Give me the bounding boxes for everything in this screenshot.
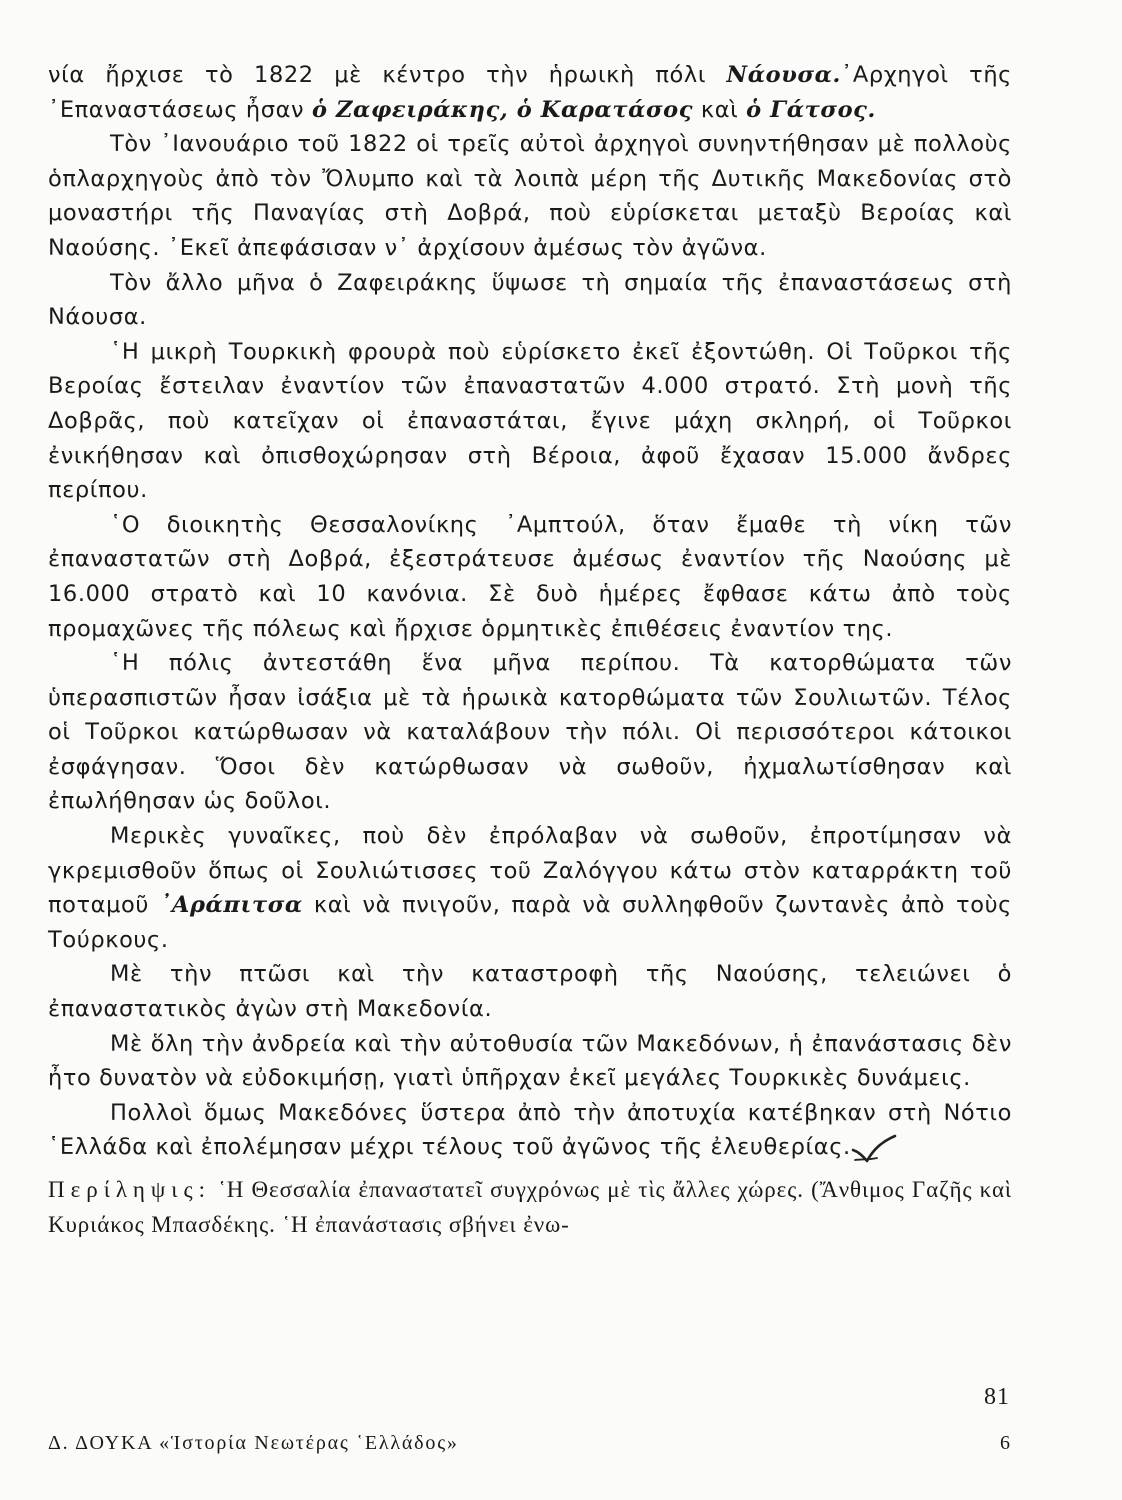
leader-gatsos: ὁ Γάτσος. [746, 96, 876, 123]
paragraph-2: Τὸν ᾽Ιανουάριο τοῦ 1822 οἱ τρεῖς αὐτοὶ ἀρχηγοὶ συνηντήθησαν μὲ πολλοὺς ὁπλαρχηγοὺς ἀπὸ τὸν Ὄλυμπο καὶ τὰ λοιπὰ μέρη τῆς Δυτικῆς Μακεδονίας στὸ μοναστήρι τῆς Παναγίας στὴ Δοβρά, ποὺ εὑρίσκεται μεταξὺ Βεροίας καὶ Ναούσης. ᾽Εκεῖ ἀπεφάσισαν ν᾽ ἀρχίσουν ἀμέσως τὸν ἀγῶνα. [48, 131, 1012, 261]
signature-mark: 6 [1000, 1432, 1010, 1454]
paragraph-1-part-a: νία ἤρχισε τὸ 1822 μὲ κέντρο τὴν ἡρωικὴ πόλι [48, 62, 727, 88]
paragraph-1 [48, 58, 1012, 127]
place-name-naousa: Νάουσα. [726, 62, 841, 88]
handwritten-check-icon [851, 1134, 897, 1164]
summary-label: Περίληψις: [48, 1177, 211, 1202]
paragraph-10-text: Πολλοὶ ὅμως Μακεδόνες ὕστερα ἀπὸ τὴν ἀποτυχία κατέβηκαν στὴ Νότιο ῾Ελλάδα καὶ ἐπολέμησαν μέχρι τέλους τοῦ ἀγῶνος τῆς ἐλευθερίας. [48, 1099, 1012, 1161]
paragraph-1-part-c: ᾽Αρχηγοὶ τῆς ᾽Επαναστάσεως ἦσαν [48, 62, 1012, 123]
river-name-arapitsa: ᾽Αράπιτσα [160, 892, 303, 919]
main-text [48, 58, 1012, 1242]
page-number: 81 [984, 1384, 1010, 1410]
paragraph-7 [48, 819, 1012, 957]
paragraph-9: Μὲ ὅλη τὴν ἀνδρεία καὶ τὴν αὐτοθυσία τῶν Μακεδόνων, ἡ ἐπανάστασις δὲν ἦτο δυνατὸν νὰ εὐδοκιμήσῃ, γιατὶ ὑπῆρχαν ἐκεῖ μεγάλες Τουρκικὲς δυνάμεις. [48, 1030, 1012, 1092]
leaders-names: ὁ Ζαφειράκης, ὁ Καρατάσος [311, 96, 694, 123]
summary-text: ῾Η Θεσσαλία ἐπαναστατεῖ συγχρόνως μὲ τὶς ἄλλες χώρες. (Ἄνθιμος Γαζῆς καὶ Κυριάκος Μπασδέκης. ῾Η ἐπανάστασις σβήνει ἐνω- [48, 1177, 1012, 1237]
paragraph-7-part-a: Μερικὲς γυναῖκες, ποὺ δὲν ἐπρόλαβαν νὰ σωθοῦν, ἐπροτίμησαν νὰ γκρεμισθοῦν ὅπως οἱ Σουλιώτισσες τοῦ Ζαλόγγου κάτω στὸν καταρράκτη τοῦ ποταμοῦ [48, 823, 1012, 919]
paragraph-7-part-c: καὶ νὰ πνιγοῦν, παρὰ νὰ συλληφθοῦν ζωντανὲς ἀπὸ τοὺς Τούρκους. [48, 892, 1012, 953]
book-title-footer: Δ. ΔΟΥΚΑ «Ἱστορία Νεωτέρας ῾Ελλάδος» [48, 1432, 459, 1454]
summary-paragraph [48, 1173, 1012, 1242]
paragraph-10 [48, 1096, 1012, 1165]
paragraph-6: ῾Η πόλις ἀντεστάθη ἕνα μῆνα περίπου. Τὰ κατορθώματα τῶν ὑπερασπιστῶν ἦσαν ἰσάξια μὲ τὰ ἡρωικὰ κατορθώματα τῶν Σουλιωτῶν. Τέλος οἱ Τοῦρκοι κατώρθωσαν νὰ καταλάβουν τὴν πόλι. Οἱ περισσότεροι κάτοικοι ἐσφάγησαν. Ὅσοι δὲν κατώρθωσαν νὰ σωθοῦν, ἠχμαλωτίσθησαν καὶ ἐπωλήθησαν ὡς δοῦλοι. [48, 650, 1012, 815]
paragraph-5: ῾Ο διοικητὴς Θεσσαλονίκης ᾽Αμπτούλ, ὅταν ἔμαθε τὴ νίκη τῶν ἐπαναστατῶν στὴ Δοβρά, ἐξεστράτευσε ἀμέσως ἐναντίον τῆς Ναούσης μὲ 16.000 στρατὸ καὶ 10 κανόνια. Σὲ δυὸ ἡμέρες ἔφθασε κάτω ἀπὸ τοὺς προμαχῶνες τῆς πόλεως καὶ ἤρχισε ὁρμητικὲς ἐπιθέσεις ἐναντίον της. [48, 511, 1012, 642]
paragraph-1-part-e: καὶ [693, 96, 747, 123]
paragraph-8: Μὲ τὴν πτῶσι καὶ τὴν καταστροφὴ τῆς Ναούσης, τελειώνει ὁ ἐπαναστατικὸς ἀγὼν στὴ Μακεδονία. [48, 961, 1012, 1023]
paragraph-3: Τὸν ἄλλο μῆνα ὁ Ζαφειράκης ὕψωσε τὴ σημαία τῆς ἐπαναστάσεως στὴ Νάουσα. [48, 269, 1012, 331]
paragraph-4: ῾Η μικρὴ Τουρκικὴ φρουρὰ ποὺ εὑρίσκετο ἐκεῖ ἐξοντώθη. Οἱ Τοῦρκοι τῆς Βεροίας ἔστειλαν ἐναντίον τῶν ἐπαναστατῶν 4.000 στρατό. Στὴ μονὴ τῆς Δοβρᾶς, ποὺ κατεῖχαν οἱ ἐπαναστάται, ἔγινε μάχη σκληρή, οἱ Τοῦρκοι ἐνικήθησαν καὶ ὀπισθοχώρησαν στὴ Βέροια, ἀφοῦ ἔχασαν 15.000 ἄνδρες περίπου. [48, 338, 1012, 504]
